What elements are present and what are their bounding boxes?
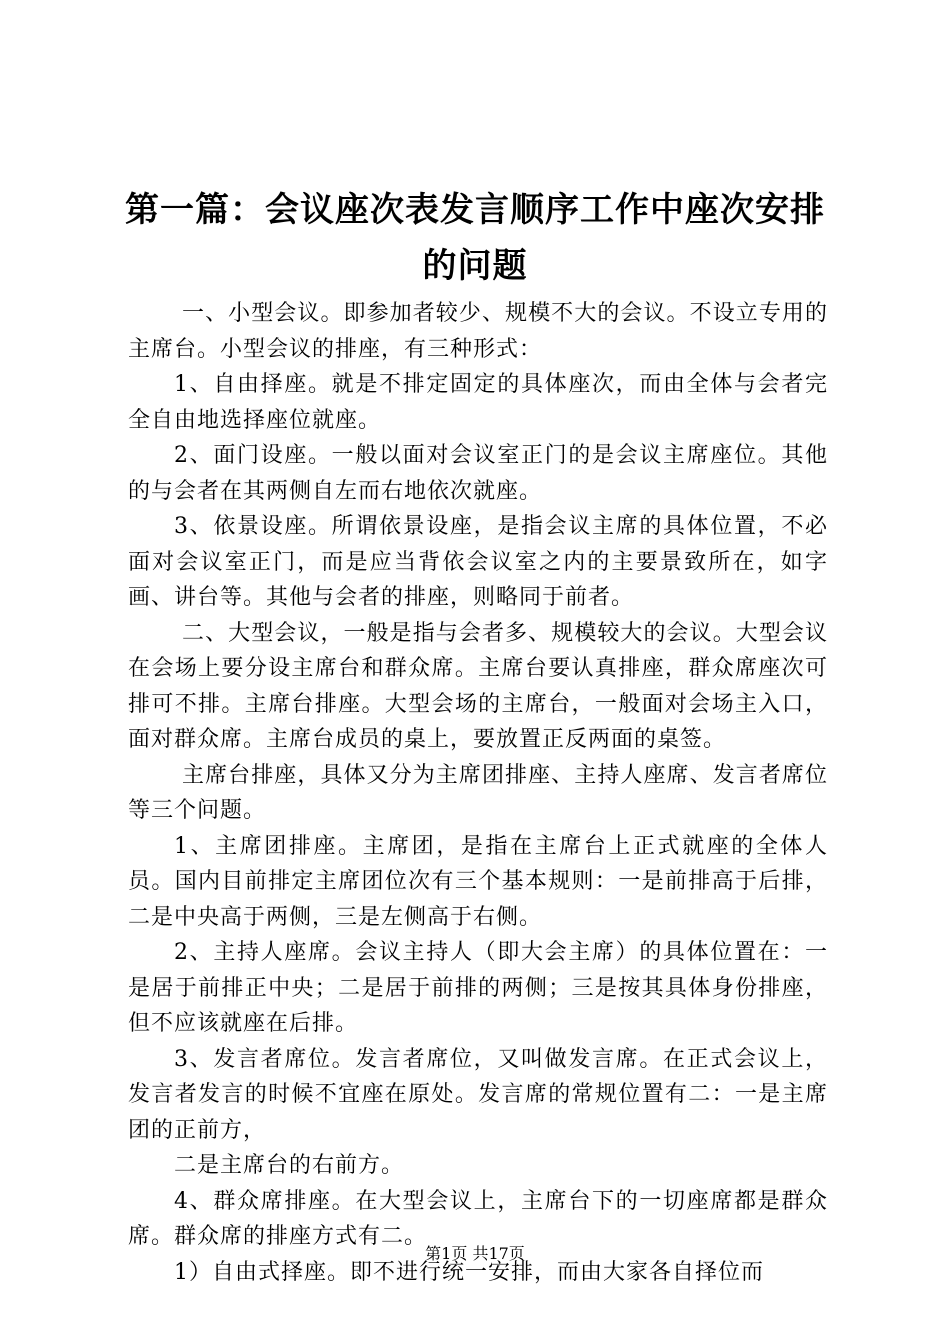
paragraph-free-choice: 1）自由式择座。即不进行统一安排，而由大家各自择位而	[174, 1259, 764, 1285]
paragraph-audience-seating: 4、群众席排座。在大型会议上，主席台下的一切座席都是群众席。群众席的排座方式有二。	[128, 1188, 828, 1249]
document-title	[100, 182, 850, 294]
paragraph-speaker-seat: 3、发言者席位。发言者席位，又叫做发言席。在正式会议上，发言者发言的时候不宜座在原处。发言席的常规位置有二：一是主席团的正前方，	[128, 1046, 828, 1143]
title-line-1: 第一篇：会议座次表发言顺序工作中座次安排	[125, 190, 825, 230]
paragraph-large-meeting: 二、大型会议，一般是指与会者多、规模较大的会议。大型会议在会场上要分设主席台和群众席。主席台要认真排座，群众席座次可排可不排。主席台排座。大型会场的主席台，一般面对会场主入口，面对群众席。主席台成员的桌上，要放置正反两面的桌签。	[128, 620, 828, 752]
paragraph-speaker-seat-cont: 二是主席台的右前方。	[174, 1153, 405, 1178]
page-number: 第1页 共17页	[425, 1244, 525, 1263]
paragraph-scenery-seating: 3、依景设座。所谓依景设座，是指会议主席的具体位置，不必面对会议室正门，而是应当背依会议室之内的主要景致所在，如字画、讲台等。其他与会者的排座，则略同于前者。	[128, 514, 828, 610]
paragraph-free-seating: 1、自由择座。就是不排定固定的具体座次，而由全体与会者完全自由地选择座位就座。	[128, 372, 828, 433]
title-line-2: 的问题	[422, 246, 528, 286]
document-body	[128, 296, 828, 1290]
paragraph-small-meeting: 一、小型会议。即参加者较少、规模不大的会议。不设立专用的主席台。小型会议的排座，有三种形式：	[128, 301, 828, 362]
paragraph-presidium: 1、主席团排座。主席团，是指在主席台上正式就座的全体人员。国内目前排定主席团位次有三个基本规则：一是前排高于后排，二是中央高于两侧，三是左侧高于右侧。	[128, 833, 828, 930]
paragraph-rostrum-seating: 主席台排座，具体又分为主席团排座、主持人座席、发言者席位等三个问题。	[128, 762, 828, 823]
paragraph-host-seat: 2、主持人座席。会议主持人（即大会主席）的具体位置在：一是居于前排正中央；二是居于前排的两侧；三是按其具体身份排座，但不应该就座在后排。	[128, 940, 828, 1036]
paragraph-facing-door: 2、面门设座。一般以面对会议室正门的是会议主席座位。其他的与会者在其两侧自左而右地依次就座。	[128, 443, 828, 504]
